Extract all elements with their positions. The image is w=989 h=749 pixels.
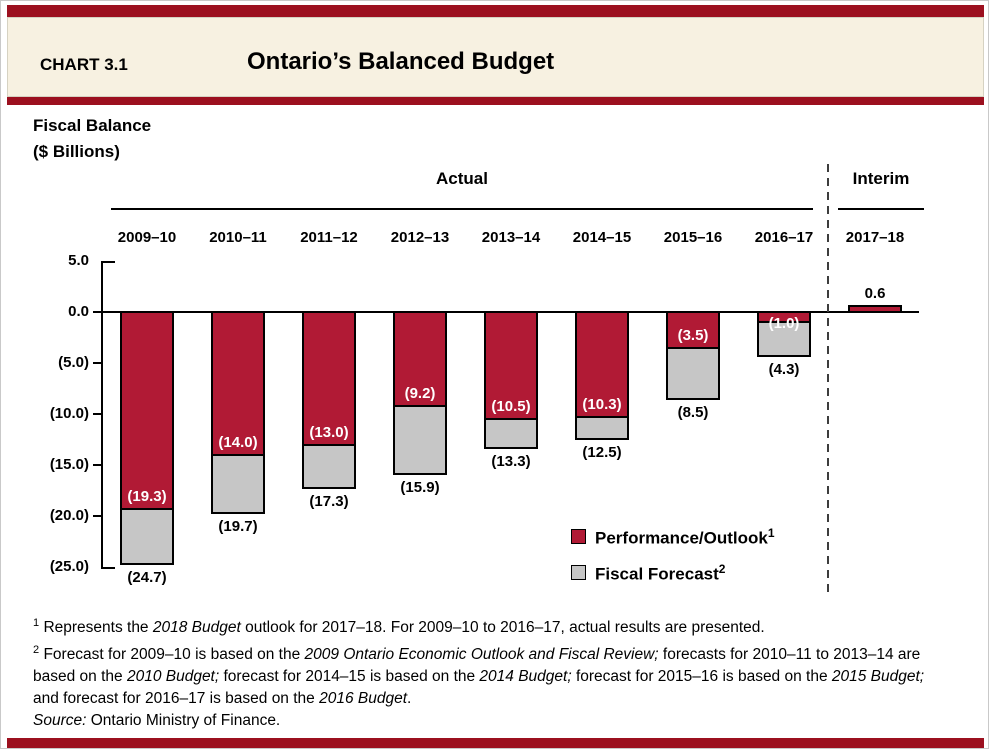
legend-label: Performance/Outlook$^1$ bbox=[595, 526, 775, 548]
bar-performance bbox=[848, 305, 902, 313]
bar-label-performance: 0.6 bbox=[864, 285, 886, 302]
bottom-red-band bbox=[7, 738, 984, 749]
actual-interim-separator-line bbox=[827, 164, 829, 598]
bar-forecast bbox=[393, 405, 447, 475]
bar-label-forecast: (15.9) bbox=[400, 479, 440, 496]
bar-label-forecast: (19.7) bbox=[218, 518, 258, 535]
y-axis-title-line2: ($ Billions) bbox=[33, 142, 120, 161]
performance-swatch bbox=[571, 529, 586, 544]
bar-label-forecast: (4.3) bbox=[768, 361, 800, 378]
y-tick-label: (10.0) bbox=[49, 405, 89, 422]
y-tick-label: 5.0 bbox=[68, 252, 89, 269]
y-axis-top-cap bbox=[101, 261, 115, 263]
bar-label-performance: (10.3) bbox=[582, 396, 622, 413]
page-title: Ontario’s Balanced Budget bbox=[247, 48, 555, 75]
y-axis-tick bbox=[93, 515, 101, 517]
y-axis-tick bbox=[93, 413, 101, 415]
bar-label-performance: (9.2) bbox=[404, 385, 436, 402]
bar-forecast bbox=[211, 454, 265, 514]
y-axis-tick bbox=[93, 311, 101, 313]
bar-label-forecast: (12.5) bbox=[582, 444, 622, 461]
year-label: 2012–13 bbox=[390, 229, 450, 246]
year-label: 2009–10 bbox=[117, 229, 177, 246]
chart-number-label: CHART 3.1 bbox=[40, 55, 128, 74]
y-tick-label: (15.0) bbox=[49, 456, 89, 473]
chart-header-panel bbox=[7, 17, 984, 97]
y-tick-label: (5.0) bbox=[58, 354, 89, 371]
bar-label-performance: (13.0) bbox=[309, 424, 349, 441]
bar-forecast bbox=[120, 508, 174, 565]
year-label: 2015–16 bbox=[663, 229, 723, 246]
legend-label: Fiscal Forecast$^2$ bbox=[595, 562, 726, 584]
bar-label-forecast: (24.7) bbox=[127, 569, 167, 586]
y-axis-tick bbox=[93, 464, 101, 466]
forecast-swatch bbox=[571, 565, 586, 580]
bar-forecast bbox=[666, 347, 720, 400]
bar-label-forecast: (13.3) bbox=[491, 453, 531, 470]
y-axis-title-line1: Fiscal Balance bbox=[33, 116, 152, 135]
year-label: 2016–17 bbox=[754, 229, 814, 246]
year-label: 2011–12 bbox=[300, 229, 358, 246]
y-tick-label: (25.0) bbox=[49, 558, 89, 575]
bar-forecast bbox=[575, 416, 629, 440]
footnotes-block bbox=[33, 612, 951, 732]
source-line: Source: Ontario Ministry of Finance. bbox=[33, 712, 281, 730]
footnote-1: $^1$ Represents the 2018 Budget outlook for 2017–18. For 2009–10 to 2016–17, actual results are presented. bbox=[33, 617, 765, 637]
y-tick-label: (20.0) bbox=[49, 507, 89, 524]
bar-label-forecast: (17.3) bbox=[309, 493, 349, 510]
bar-forecast bbox=[484, 418, 538, 449]
bar-label-performance: (19.3) bbox=[127, 488, 167, 505]
y-axis-line bbox=[101, 261, 103, 569]
header-bottom-red-band bbox=[7, 97, 984, 105]
year-label: 2013–14 bbox=[481, 229, 541, 246]
section-rule-actual bbox=[111, 208, 813, 210]
section-label-interim: Interim bbox=[852, 169, 910, 188]
y-axis-tick bbox=[93, 362, 101, 364]
year-label: 2017–18 bbox=[845, 229, 905, 246]
year-label: 2010–11 bbox=[209, 229, 267, 246]
y-axis-title bbox=[33, 113, 151, 165]
footnote-2: $^2$ Forecast for 2009–10 is based on the 2009 Ontario Economic Outlook and Fiscal Review; forecasts for 2010–11 to 2013–14 are based on the 2010 Budget; forecast for 2014–15 is based on the 2014 Budget; forecast for 2015–16 is based on the 2015 Budget; and forecast for 2016–17 is based on the 2016 Budget. bbox=[33, 644, 925, 708]
bar-label-performance: (14.0) bbox=[218, 434, 258, 451]
section-label-actual: Actual bbox=[436, 169, 488, 188]
bar-label-forecast: (8.5) bbox=[677, 404, 709, 421]
bar-label-performance: (10.5) bbox=[491, 398, 531, 415]
top-red-band bbox=[7, 5, 984, 17]
bar-label-performance: (3.5) bbox=[677, 327, 709, 344]
year-label: 2014–15 bbox=[572, 229, 632, 246]
bar-performance bbox=[120, 311, 174, 510]
bar-forecast bbox=[302, 444, 356, 489]
y-tick-label: 0.0 bbox=[68, 303, 89, 320]
section-rule-interim bbox=[838, 208, 924, 210]
bar-label-performance: (1.0) bbox=[768, 315, 800, 332]
